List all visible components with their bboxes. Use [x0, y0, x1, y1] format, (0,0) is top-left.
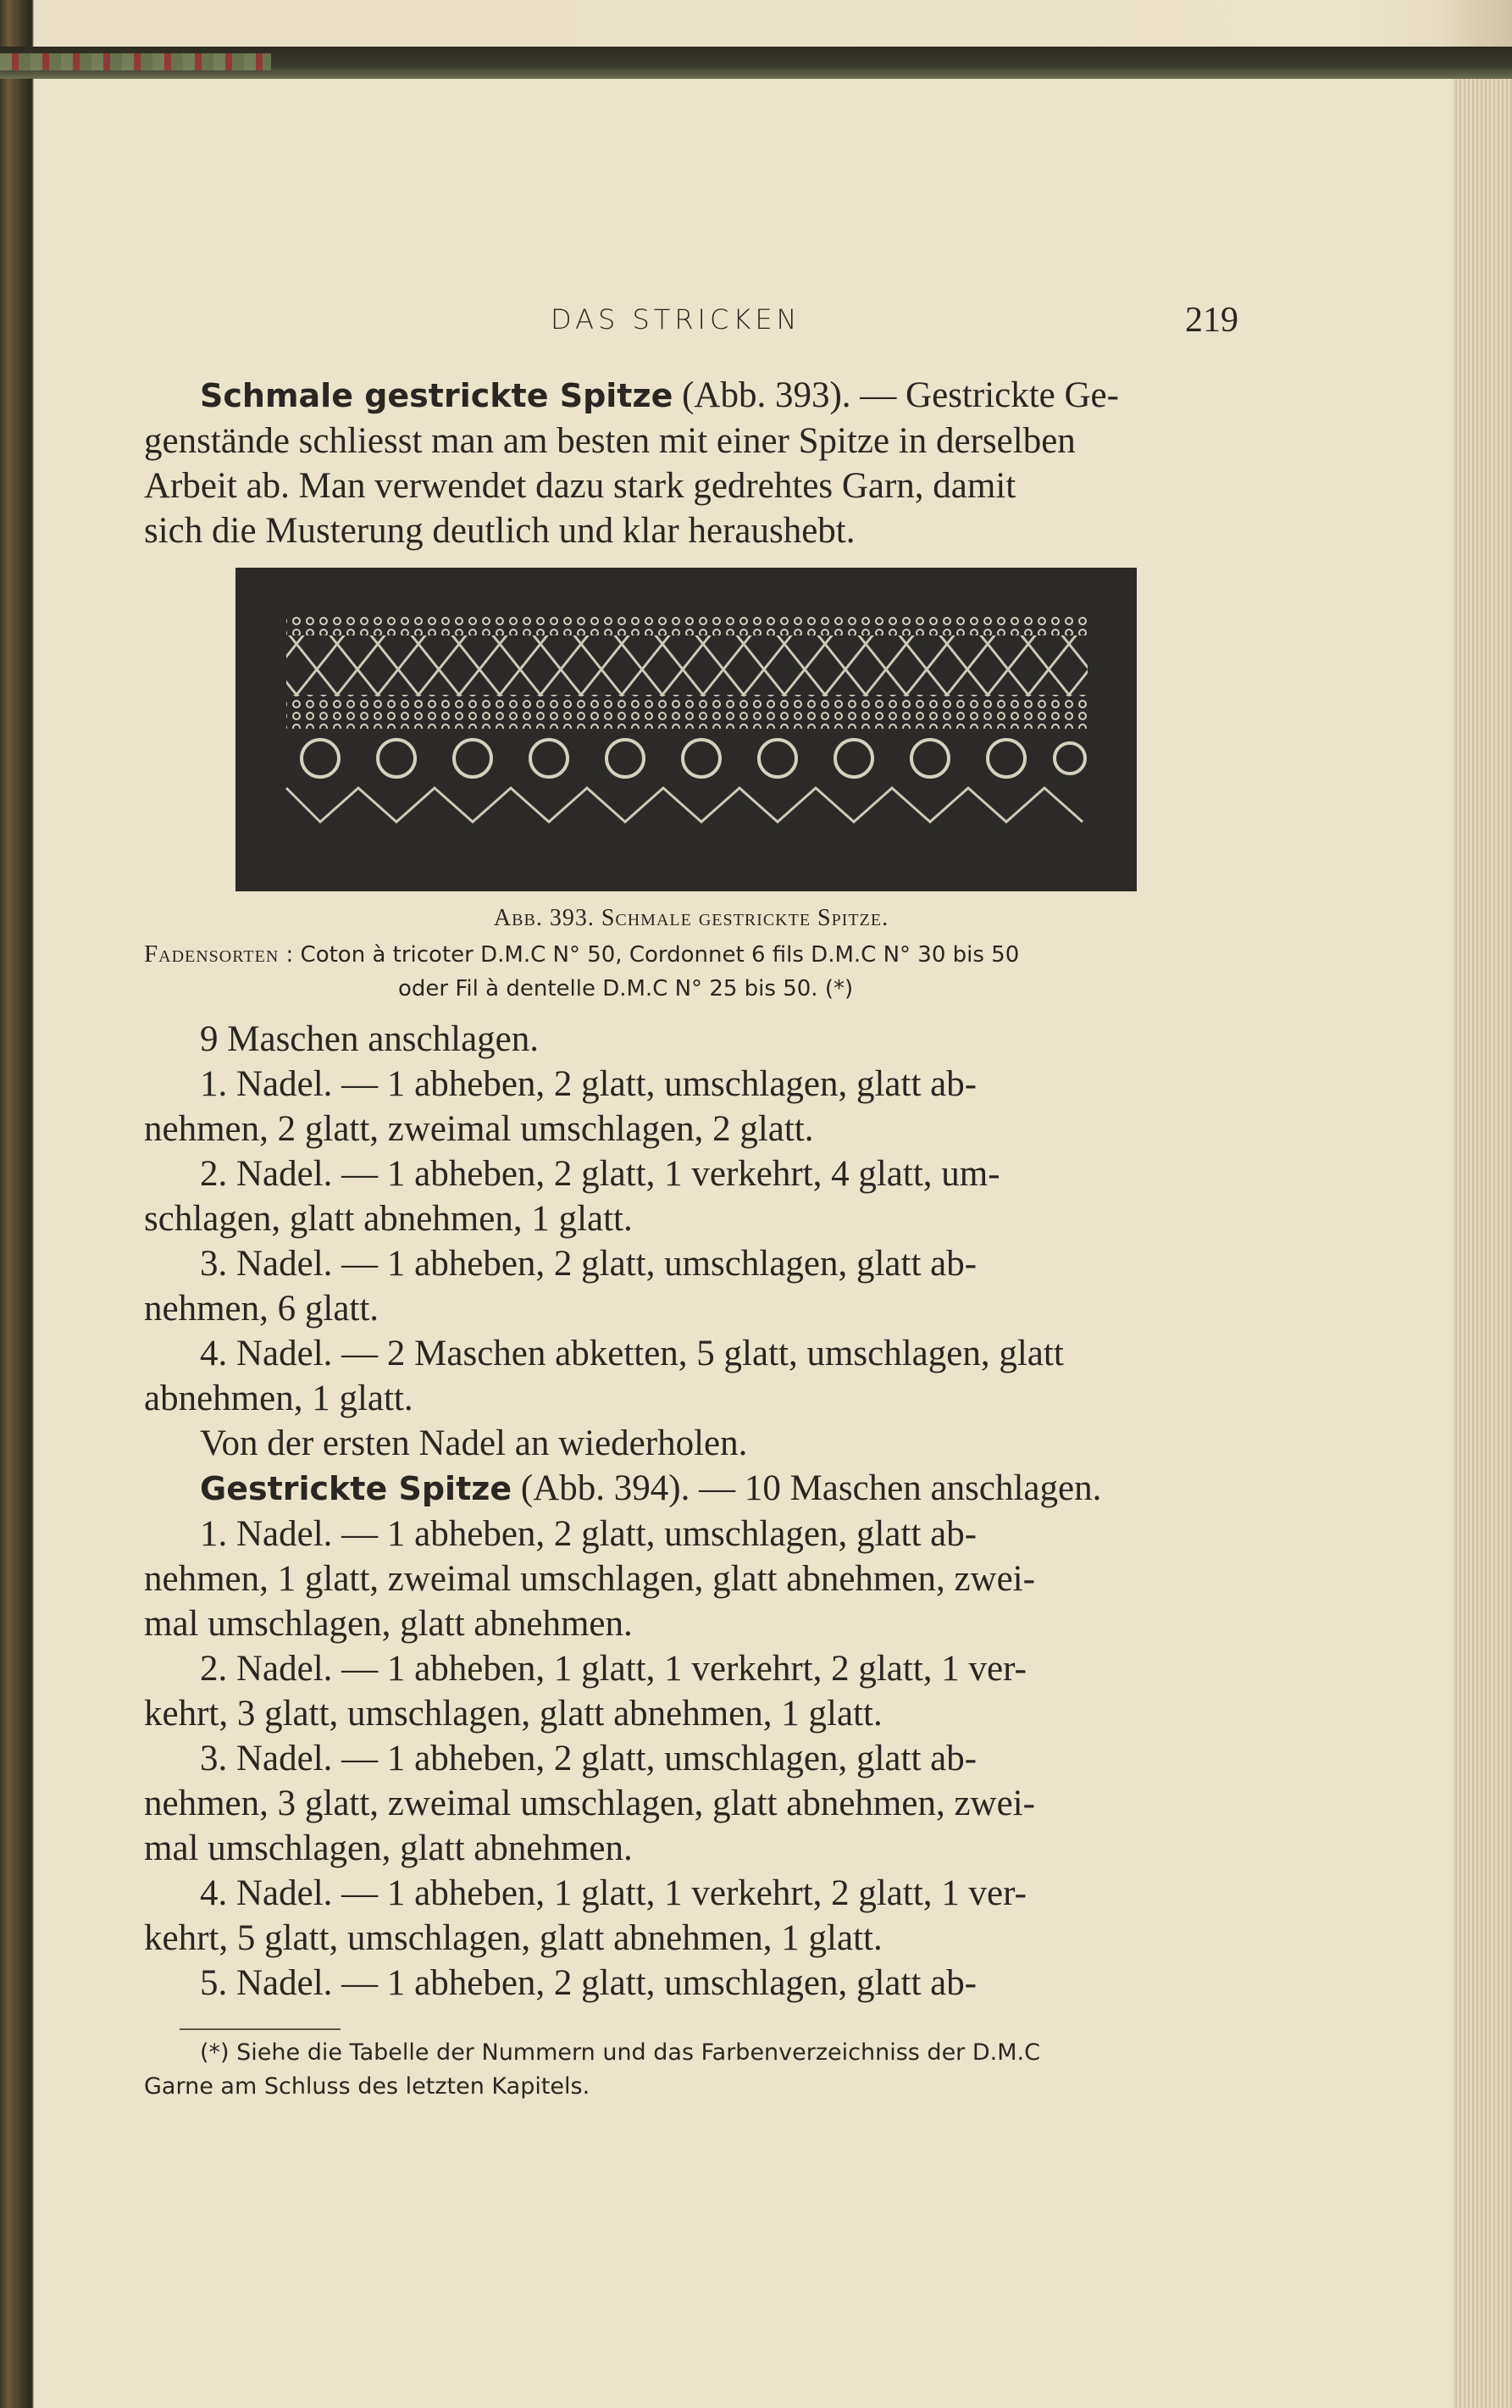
figure-caption: [144, 905, 1238, 932]
p2-row-5-a: 5. Nadel. — 1 abheben, 2 glatt, umschlagen, glatt ab-: [200, 1963, 978, 2003]
p2-row-1-c: mal umschlagen, glatt abnehmen.: [144, 1604, 633, 1644]
p1-row-4-a: 4. Nadel. — 2 Maschen abketten, 5 glatt, umschlagen, glatt: [200, 1334, 1064, 1373]
p2-row-1-b: nehmen, 1 glatt, zweimal umschlagen, glatt abnehmen, zwei-: [144, 1559, 1035, 1599]
caption-title: Schmale gestrickte Spitze.: [601, 905, 889, 931]
lace-drawing: [235, 568, 1137, 891]
p1-row-2-a: 2. Nadel. — 1 abheben, 2 glatt, 1 verkehrt, 4 glatt, um-: [200, 1154, 1000, 1194]
running-title: DAS STRICKEN: [551, 303, 801, 336]
footnote-line-2: Garne am Schluss des letzten Kapitels.: [144, 2073, 590, 2100]
p2-heading-rest: (Abb. 394). — 10 Maschen anschlagen.: [512, 1468, 1102, 1508]
materials-line-2: oder Fil à dentelle D.M.C N° 25 bis 50. (*): [398, 976, 854, 1001]
yarn-types: [144, 937, 1238, 1006]
footnote-rule: [180, 2028, 341, 2030]
p2-row-4-a: 4. Nadel. — 1 abheben, 1 glatt, 1 verkehrt, 2 glatt, 1 ver-: [200, 1873, 1027, 1913]
intro-heading: Schmale gestrickte Spitze: [200, 377, 673, 414]
intro-line-1-rest: (Abb. 393). — Gestrickte Ge-: [673, 375, 1119, 415]
footnote: [144, 2036, 1238, 2104]
p1-row-1-b: nehmen, 2 glatt, zweimal umschlagen, 2 glatt.: [144, 1109, 814, 1149]
p2-row-4-b: kehrt, 5 glatt, umschlagen, glatt abnehmen, 1 glatt.: [144, 1918, 883, 1958]
intro-line-4: sich die Musterung deutlich und klar heraushebt.: [144, 511, 856, 551]
materials-line-1: [144, 937, 1238, 972]
footnote-line-1: (*) Siehe die Tabelle der Nummern und das Farbenverzeichniss der D.M.C: [200, 2039, 1040, 2066]
p2-row-3-c: mal umschlagen, glatt abnehmen.: [144, 1828, 633, 1868]
p1-row-3-b: nehmen, 6 glatt.: [144, 1289, 379, 1329]
p2-row-3-b: nehmen, 3 glatt, zweimal umschlagen, glatt abnehmen, zwei-: [144, 1784, 1035, 1823]
p2-row-3-a: 3. Nadel. — 1 abheben, 2 glatt, umschlagen, glatt ab-: [200, 1739, 978, 1778]
p2-heading-line: [144, 1466, 1238, 1512]
headband: [0, 47, 1512, 79]
intro-line-1: [144, 373, 1238, 419]
intro-line-2: genstände schliesst man am besten mit einer Spitze in derselben: [144, 421, 1076, 461]
pattern-2: [144, 1466, 1238, 2006]
repeat-note: Von der ersten Nadel an wiederholen.: [200, 1423, 748, 1463]
cast-on-1: 9 Maschen anschlagen.: [200, 1019, 539, 1059]
p2-row-2-a: 2. Nadel. — 1 abheben, 1 glatt, 1 verkehrt, 2 glatt, 1 ver-: [200, 1649, 1027, 1689]
lace-illustration: [235, 568, 1137, 891]
p1-row-1-a: 1. Nadel. — 1 abheben, 2 glatt, umschlagen, glatt ab-: [200, 1064, 978, 1104]
pattern-1: [144, 1017, 1238, 1466]
headband-stripe: [0, 53, 271, 70]
page-edges: [1453, 79, 1512, 2408]
materials-label: Fadensorten: [144, 940, 280, 968]
caption-prefix: Abb. 393.: [493, 905, 601, 931]
intro-paragraph: [144, 373, 1238, 553]
p1-row-3-a: 3. Nadel. — 1 abheben, 2 glatt, umschlagen, glatt ab-: [200, 1244, 978, 1284]
page-number: 219: [1185, 301, 1238, 340]
p2-row-1-a: 1. Nadel. — 1 abheben, 2 glatt, umschlagen, glatt ab-: [200, 1514, 978, 1554]
intro-line-3: Arbeit ab. Man verwendet dazu stark gedrehtes Garn, damit: [144, 466, 1016, 506]
p1-row-4-b: abnehmen, 1 glatt.: [144, 1379, 413, 1418]
p2-row-2-b: kehrt, 3 glatt, umschlagen, glatt abnehmen, 1 glatt.: [144, 1694, 883, 1734]
p2-heading: Gestrickte Spitze: [200, 1470, 512, 1507]
p1-row-2-b: schlagen, glatt abnehmen, 1 glatt.: [144, 1199, 633, 1239]
materials-text-1: : Coton à tricoter D.M.C N° 50, Cordonnet 6 fils D.M.C N° 30 bis 50: [279, 942, 1020, 968]
